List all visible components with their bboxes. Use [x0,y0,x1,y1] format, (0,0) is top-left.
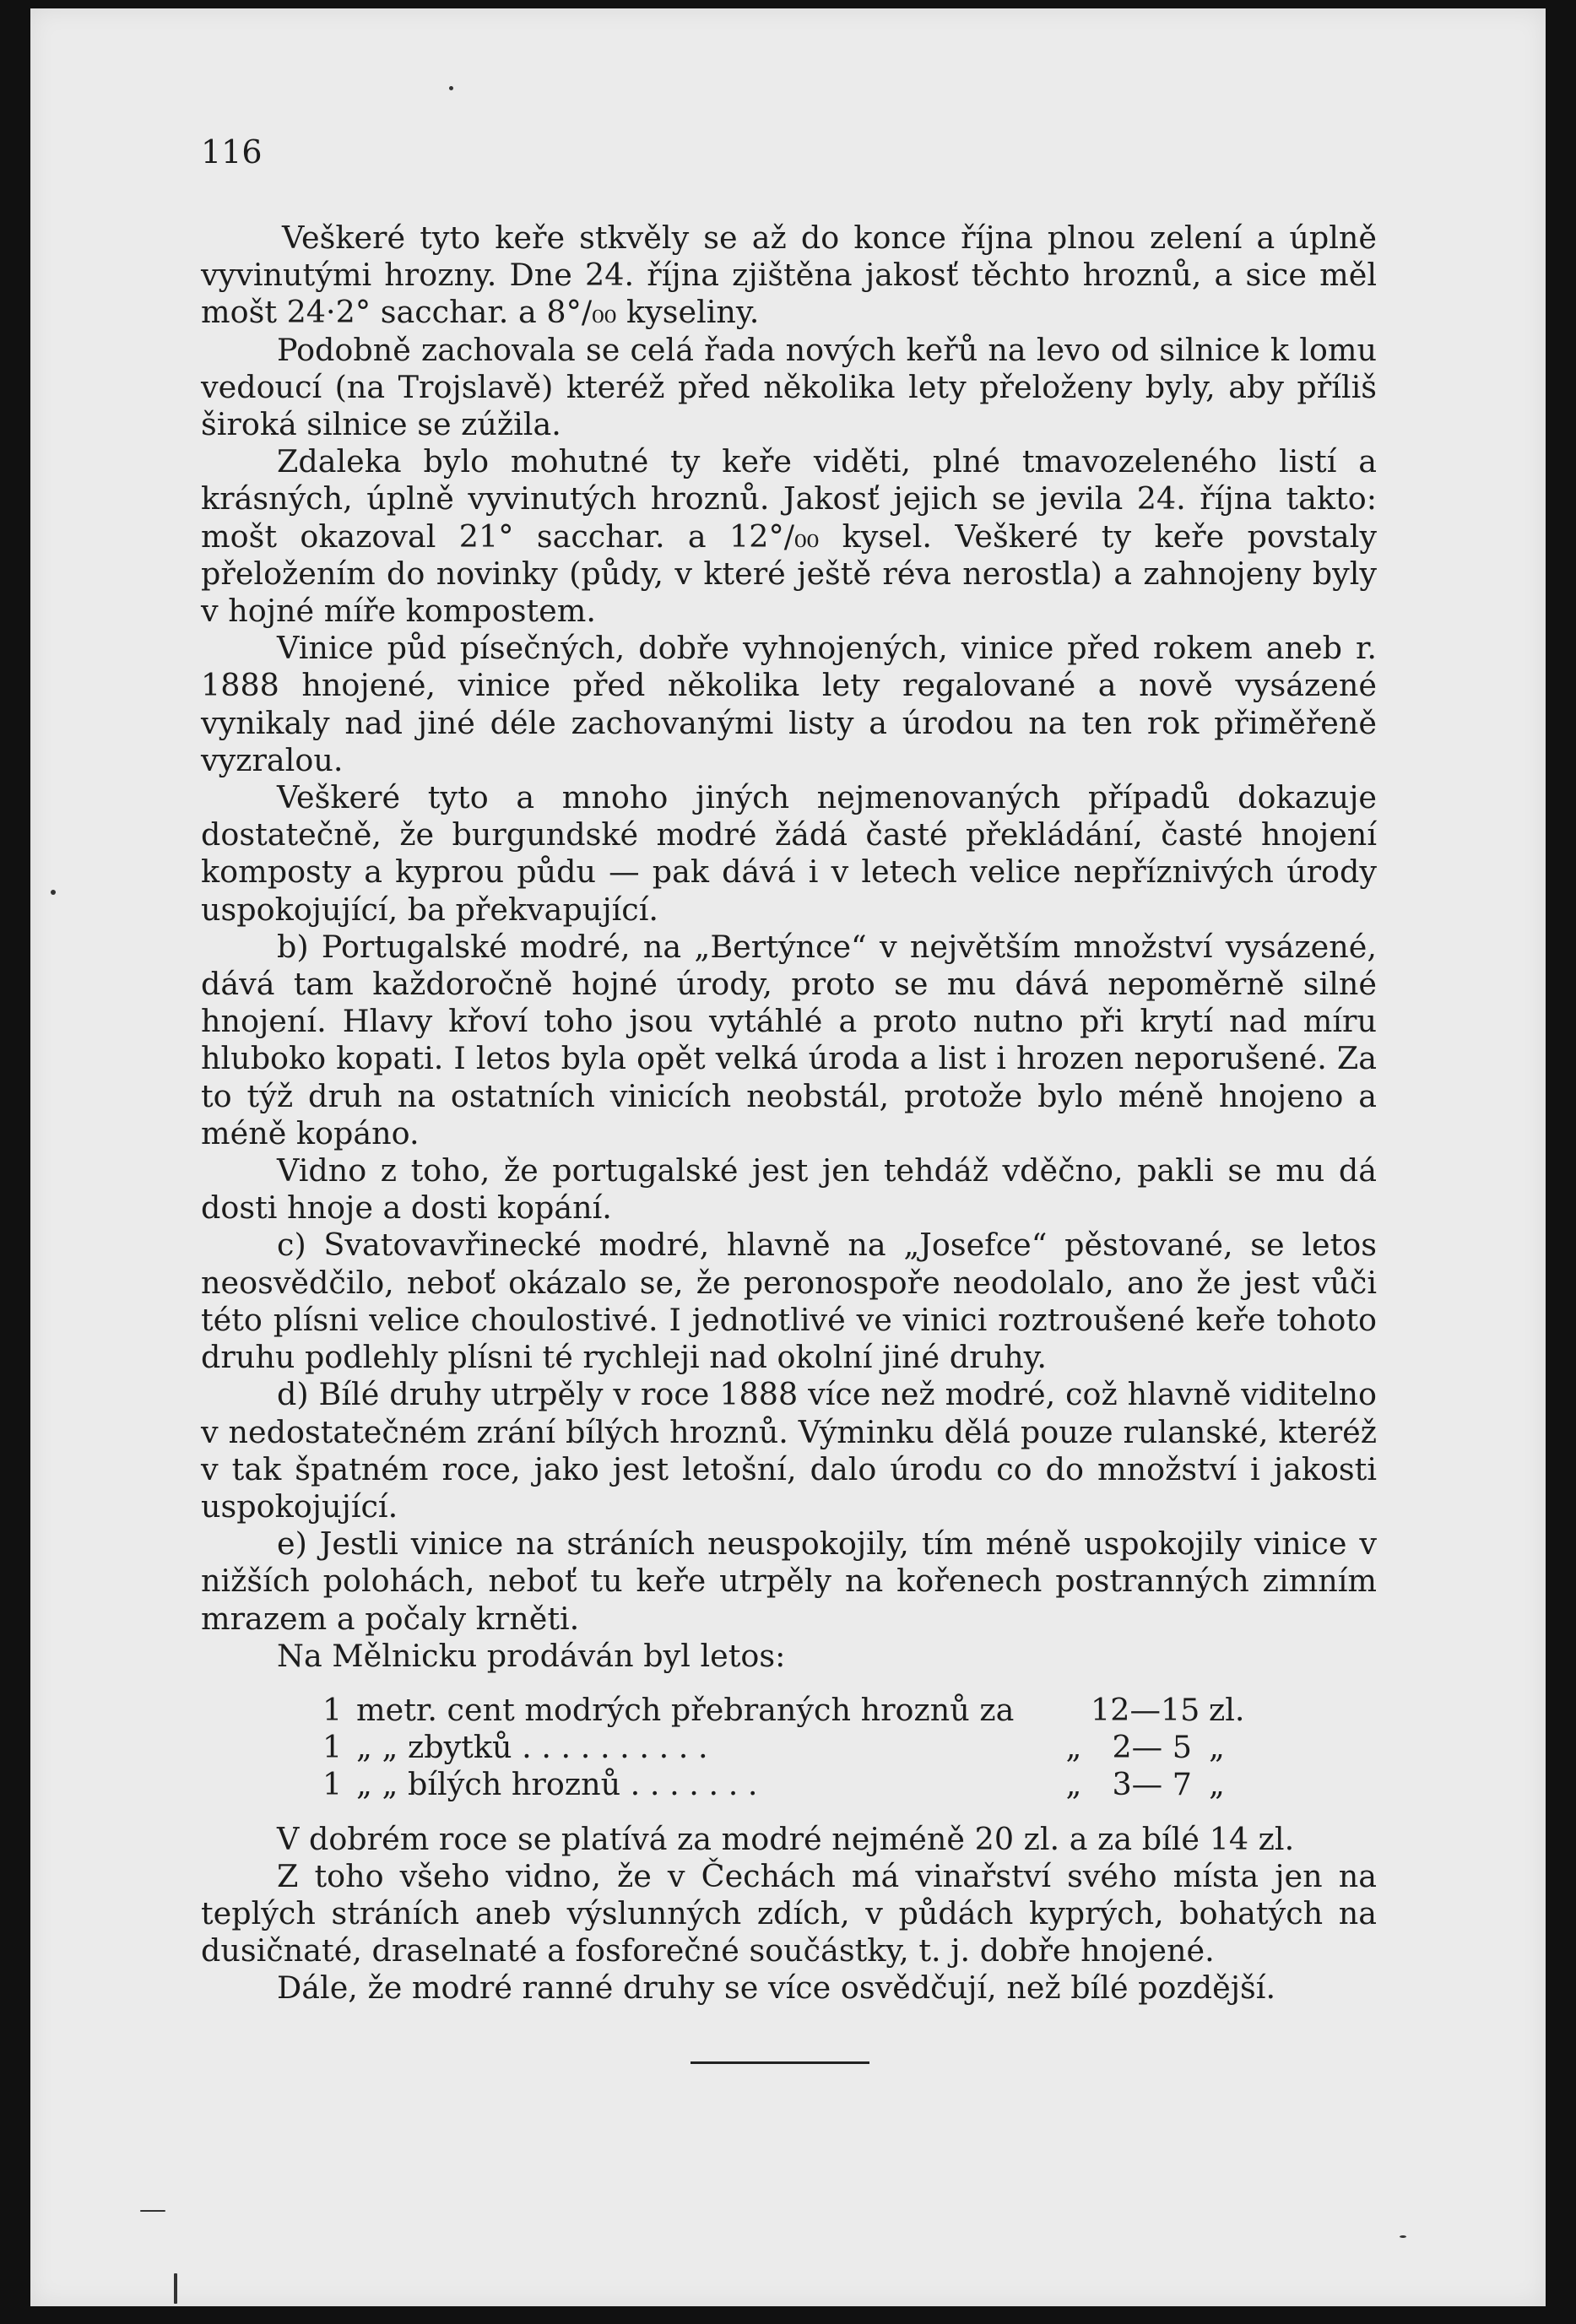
price-range: 3— 7 [1112,1766,1192,1803]
paragraph: V dobrém roce se platívá za modré nejméně 20 zl. a za bílé 14 zl. [277,1820,1295,1857]
price-ditto: „ [1065,1729,1082,1766]
paragraph: Z toho všeho vidno, že v Čechách má vinařství svého místa jen na teplých stráních aneb výslunných zdích, v půdách kyprých, bohatých na dusičnaté, draselnaté a fosforečné součástky, t. j. dobře hnojené. [201,1857,1377,1969]
price-qty: 1 [322,1729,343,1766]
price-unit: zl. [1209,1691,1245,1728]
price-qty: 1 [322,1766,343,1803]
price-unit: „ [1209,1729,1225,1766]
paragraph: Podobně zachovala se celá řada nových keřů na levo od silnice k lomu vedoucí (na Trojslavě) kteréž před několika lety přeloženy byly, aby příliš široká silnice se zúžila. [201,331,1377,443]
paragraph-b-portugalske: b) Portugalské modré, na „Bertýnce“ v největším množství vysázené, dává tam každoročně hojné úrody, proto se mu dává nepoměrně silné hnojení. Hlavy křoví toho jsou vytáhlé a proto nutno při krytí nad míru hluboko kopati. I letos byla opět velká úroda a list i hrozen neporušené. Za to týž druh na ostatních vinicích neobstál, protože bylo méně hnojeno a méně kopáno. [201,928,1377,1151]
paragraph: Vinice půd písečných, dobře vyhnojených, vinice před rokem aneb r. 1888 hnojené, vinice před několika lety regalované a nově vysázené vynikaly nad jiné déle zachovanými listy a úrodou na ten rok přiměřeně vyzralou. [201,630,1377,778]
section-end-rule [691,2061,869,2064]
price-label: „ „ bílých hroznů . . . . . . . [356,1766,758,1803]
scan-speck [140,2210,165,2212]
price-label: „ „ zbytků . . . . . . . . . . [356,1729,708,1766]
paragraph: Vidno z toho, že portugalské jest jen tehdáž vděčno, pakli se mu dá dosti hnoje a dosti kopání. [201,1152,1377,1227]
scan-speck [1400,2235,1406,2238]
scan-speck [51,890,56,895]
scanned-page [30,8,1546,2306]
price-table [322,1692,1377,1804]
paragraph-d-bile-druhy: d) Bílé druhy utrpěly v roce 1888 více než modré, což hlavně viditelno v nedostatečném zrání bílých hroznů. Výminku dělá pouze rulanské, kteréž v tak špatném roce, jako jest letošní, dalo úrodu co do množství i jakosti uspokojující. [201,1376,1377,1525]
price-row [322,1729,1377,1766]
scan-speck [174,2273,177,2304]
scan-speck [449,86,453,90]
price-unit: „ [1209,1766,1225,1803]
paragraph-c-svatovavrinecke: c) Svatovavřinecké modré, hlavně na „Josefce“ pěstované, se letos neosvědčilo, neboť okázalo se, že peronospoře neodolalo, ano že jest vůči této plísni velice choulostivé. I jednotlivé ve vinici roztroušené keře tohoto druhu podlehly plísni té rychleji nad okolní jiné druhy. [201,1227,1377,1376]
paragraph: Veškeré tyto keře stkvěly se až do konce října plnou zelení a úplně vyvinutými hrozny. Dne 24. října zjištěna jakosť těchto hroznů, a sice měl mošt 24·2° sacchar. a 8°/₀₀ kyseliny. [201,219,1377,331]
paragraph-price-intro: Na Mělnicku prodáván byl letos: [277,1637,786,1674]
paragraph: Dále, že modré ranné druhy se více osvědčují, než bílé pozdější. [277,1969,1276,2007]
price-qty: 1 [322,1691,343,1728]
paragraph: Veškeré tyto a mnoho jiných nejmenovaných případů dokazuje dostatečně, že burgundské modré žádá časté překládání, časté hnojení komposty a kyprou půdu — pak dává i v letech velice nepříznivých úrody uspokojující, ba překvapující. [201,779,1377,928]
price-range: 12—15 [1091,1691,1200,1728]
paragraph: Zdaleka bylo mohutné ty keře viděti, plné tmavozeleného listí a krásných, úplně vyvinutých hroznů. Jakosť jejich se jevila 24. října takto: mošt okazoval 21° sacchar. a 12°/₀₀ kysel. Veškeré ty keře povstaly přeložením do novinky (půdy, v které ještě réva nerostla) a zahnojeny byly v hojné míře kompostem. [201,443,1377,630]
price-range: 2— 5 [1112,1729,1192,1766]
price-label: metr. cent modrých přebraných hroznů za [356,1691,1015,1728]
price-row [322,1692,1377,1729]
page-number: 116 [201,133,263,171]
price-ditto: „ [1065,1766,1082,1803]
price-row [322,1766,1377,1803]
paragraph-e-vinice: e) Jestli vinice na stráních neuspokojily, tím méně uspokojily vinice v nižších polohách, neboť tu keře utrpěly na kořenech postranných zimním mrazem a počaly krněti. [201,1525,1377,1637]
body-text [201,219,1377,2007]
